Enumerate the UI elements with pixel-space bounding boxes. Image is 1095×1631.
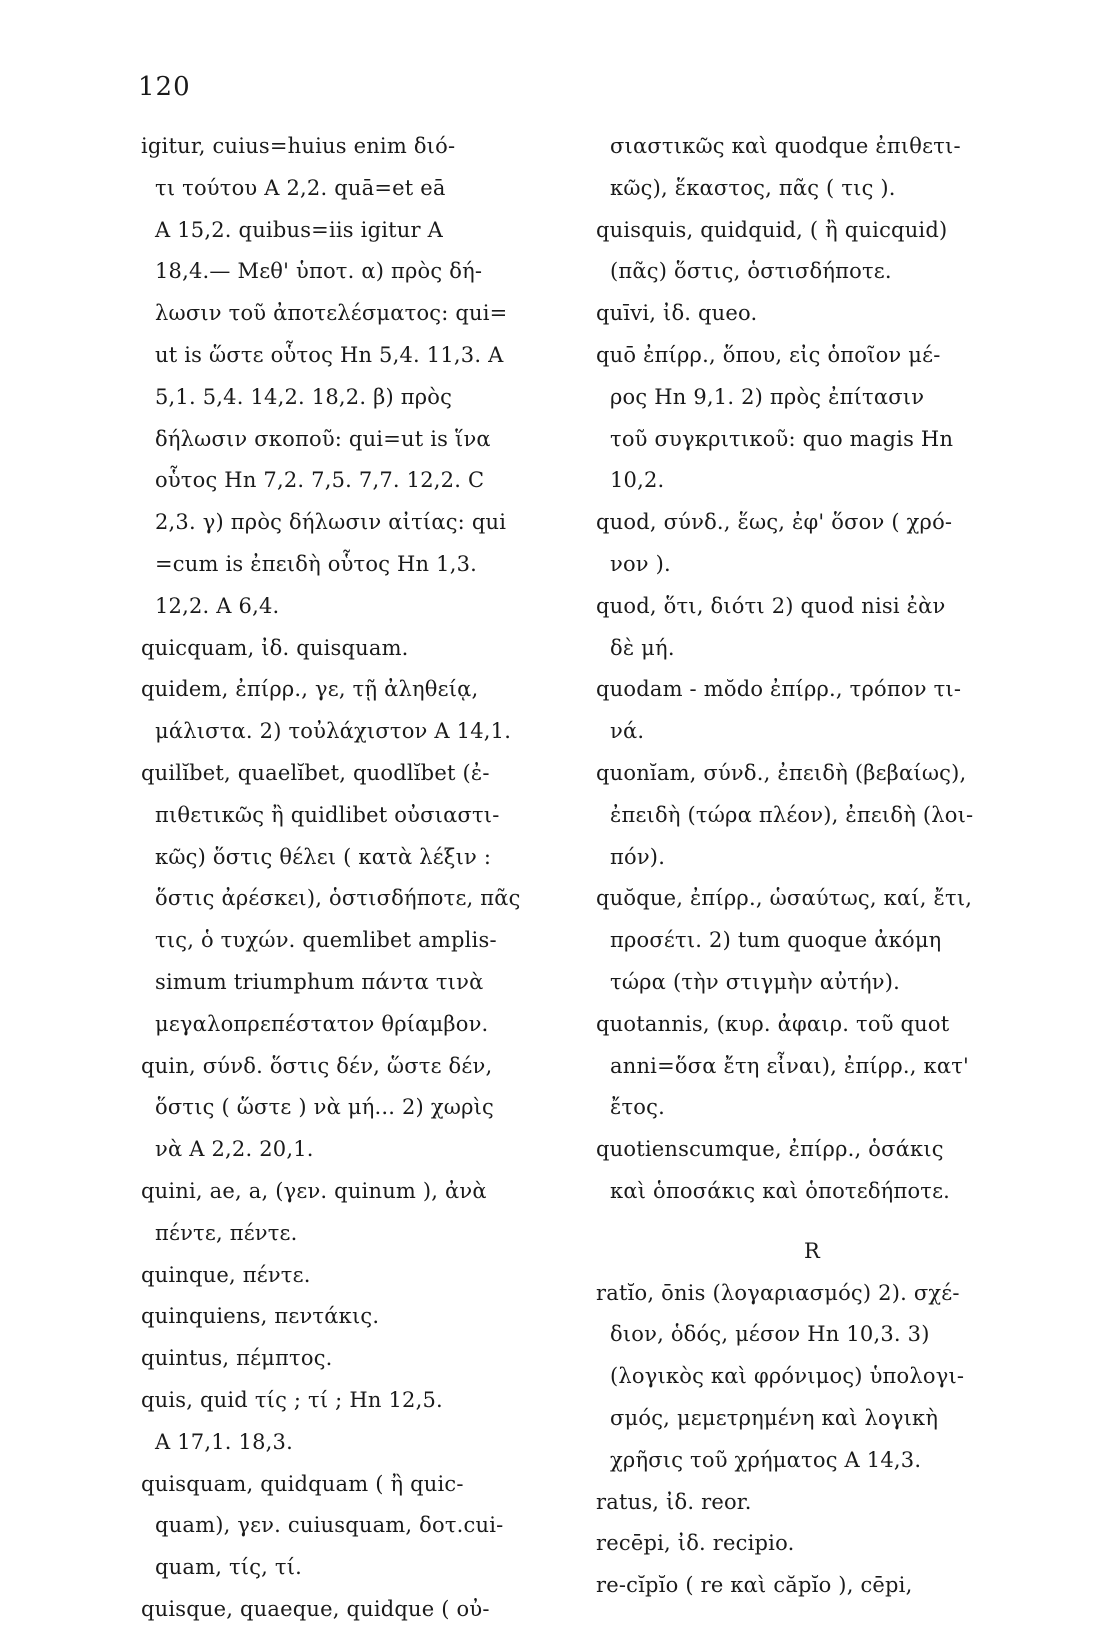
right-line: δὲ μή. bbox=[610, 635, 675, 660]
left-column bbox=[141, 126, 571, 1631]
left-line: πέντε, πέντε. bbox=[155, 1220, 298, 1245]
left-line: quintus, πέμπτος. bbox=[141, 1346, 333, 1371]
left-line: λωσιν τοῦ ἀποτελέσματος: qui= bbox=[155, 301, 508, 326]
right-line: τοῦ συγκριτικοῦ: quo magis Hn bbox=[610, 426, 954, 451]
left-line: 18,4.— Μεθ' ὑποτ. α) πρὸς δή- bbox=[155, 259, 483, 284]
right-line: anni=ὅσα ἔτη εἶναι), ἐπίρρ., κατ' bbox=[610, 1053, 970, 1078]
left-line: quisque, quaeque, quidque ( οὐ- bbox=[141, 1596, 490, 1621]
left-line: δήλωσιν σκοποῦ: qui=ut is ἵνα bbox=[155, 426, 491, 451]
left-line: τι τούτου A 2,2. quā=et eā bbox=[155, 175, 446, 200]
right-line: quodam - mŏdo ἐπίρρ., τρόπον τι- bbox=[596, 677, 962, 702]
right-line: διον, ὁδός, μέσον Hn 10,3. 3) bbox=[610, 1322, 930, 1347]
right-line: re-cĭpĭo ( re καὶ căpĭo ), cēpi, bbox=[596, 1573, 913, 1598]
left-line: μάλιστα. 2) τοὐλάχιστον A 14,1. bbox=[155, 719, 512, 744]
right-column bbox=[596, 126, 1028, 1607]
left-line: quam, τίς, τί. bbox=[155, 1555, 303, 1580]
right-line: νον ). bbox=[610, 551, 671, 576]
right-line: quotannis, (κυρ. ἀφαιρ. τοῦ quot bbox=[596, 1011, 950, 1036]
section-letter-heading: R bbox=[803, 1238, 820, 1263]
left-line: κῶς) ὅστις θέλει ( κατὰ λέξιν : bbox=[155, 844, 492, 869]
left-line: 2,3. γ) πρὸς δήλωσιν αἰτίας: qui bbox=[155, 510, 507, 535]
right-line: ἐπειδὴ (τώρα πλέον), ἐπειδὴ (λοι- bbox=[610, 802, 974, 827]
right-line: πόν). bbox=[610, 844, 666, 869]
right-line: τώρα (τὴν στιγμὴν αὐτήν). bbox=[610, 969, 900, 994]
left-line: νὰ A 2,2. 20,1. bbox=[155, 1137, 314, 1162]
page-number: 120 bbox=[138, 72, 191, 102]
left-line: 5,1. 5,4. 14,2. 18,2. β) πρὸς bbox=[155, 384, 453, 409]
right-line: (λογικὸς καὶ φρόνιμος) ὑπολογι- bbox=[610, 1364, 965, 1389]
left-line: quicquam, ἰδ. quisquam. bbox=[141, 635, 409, 660]
left-line: quinque, πέντε. bbox=[141, 1262, 311, 1287]
right-line: ρος Hn 9,1. 2) πρὸς ἐπίτασιν bbox=[610, 384, 925, 409]
left-line: quilĭbet, quaelĭbet, quodlĭbet (ἐ- bbox=[141, 760, 490, 785]
left-line: ὅστις ἀρέσκει), ὁστισδήποτε, πᾶς bbox=[155, 886, 521, 911]
right-line: quīvi, ἰδ. queo. bbox=[596, 301, 758, 326]
right-line: προσέτι. 2) tum quoque ἀκόμη bbox=[610, 928, 942, 953]
left-line: τις, ὁ τυχών. quemlibet amplis- bbox=[155, 928, 497, 953]
left-line: μεγαλοπρεπέστατον θρίαμβον. bbox=[155, 1011, 489, 1036]
left-line: ut is ὥστε οὗτος Hn 5,4. 11,3. A bbox=[155, 342, 504, 367]
left-line: =cum is ἐπειδὴ οὗτος Hn 1,3. bbox=[155, 551, 478, 576]
right-line: ratus, ἰδ. reor. bbox=[596, 1489, 752, 1514]
right-line: καὶ ὁποσάκις καὶ ὁποτεδήποτε. bbox=[610, 1178, 951, 1203]
right-line: quonĭam, σύνδ., ἐπειδὴ (βεβαίως), bbox=[596, 760, 967, 785]
section-gap bbox=[596, 1213, 1028, 1231]
right-line: quŏque, ἐπίρρ., ὡσαύτως, καί, ἔτι, bbox=[596, 886, 973, 911]
right-line: σιαστικῶς καὶ quodque ἐπιθετι- bbox=[610, 134, 961, 158]
right-line: ἔτος. bbox=[610, 1095, 665, 1120]
right-line: ratĭo, ōnis (λογαριασμός) 2). σχέ- bbox=[596, 1280, 960, 1305]
left-line: quis, quid τίς ; τί ; Hn 12,5. bbox=[141, 1387, 443, 1412]
left-line: A 17,1. 18,3. bbox=[155, 1429, 293, 1454]
right-line: σμός, μεμετρημένη καὶ λογικὴ bbox=[610, 1405, 939, 1430]
right-line: νά. bbox=[610, 719, 645, 744]
right-line: (πᾶς) ὅστις, ὁστισδήποτε. bbox=[610, 259, 892, 284]
right-line: quotienscumque, ἐπίρρ., ὁσάκις bbox=[596, 1137, 944, 1162]
right-line: quō ἐπίρρ., ὅπου, εἰς ὁποῖον μέ- bbox=[596, 342, 941, 367]
left-line: quisquam, quidquam ( ἢ quic- bbox=[141, 1471, 464, 1496]
left-line: quini, ae, a, (γεν. quinum ), ἀνὰ bbox=[141, 1178, 487, 1203]
right-line: χρῆσις τοῦ χρήματος A 14,3. bbox=[610, 1447, 922, 1472]
right-line: recēpi, ἰδ. recipio. bbox=[596, 1531, 795, 1556]
left-line: οὗτος Hn 7,2. 7,5. 7,7. 12,2. C bbox=[155, 468, 485, 493]
left-line: πιθετικῶς ἢ quidlibet οὐσιαστι- bbox=[155, 802, 500, 827]
left-line: quinquiens, πεντάκις. bbox=[141, 1304, 380, 1329]
right-line: quod, ὅτι, διότι 2) quod nisi ἐὰν bbox=[596, 593, 946, 618]
left-line: quidem, ἐπίρρ., γε, τῇ ἀληθείᾳ, bbox=[141, 677, 479, 702]
left-line: igitur, cuius=huius enim διό- bbox=[141, 134, 456, 158]
right-line: quod, σύνδ., ἕως, ἐφ' ὅσον ( χρό- bbox=[596, 510, 953, 535]
left-line: ὅστις ( ὥστε ) νὰ μή... 2) χωρὶς bbox=[155, 1095, 495, 1120]
right-line: 10,2. bbox=[610, 468, 665, 493]
left-line: quin, σύνδ. ὅστις δέν, ὥστε δέν, bbox=[141, 1053, 493, 1078]
right-line: quisquis, quidquid, ( ἢ quicquid) bbox=[596, 217, 948, 242]
left-line: quam), γεν. cuiusquam, δοτ.cui- bbox=[155, 1513, 504, 1538]
left-line: A 15,2. quibus=iis igitur A bbox=[155, 217, 443, 242]
left-line: 12,2. A 6,4. bbox=[155, 593, 280, 618]
left-line: simum triumphum πάντα τινὰ bbox=[155, 969, 484, 994]
right-line: κῶς), ἕκαστος, πᾶς ( τις ). bbox=[610, 175, 896, 200]
